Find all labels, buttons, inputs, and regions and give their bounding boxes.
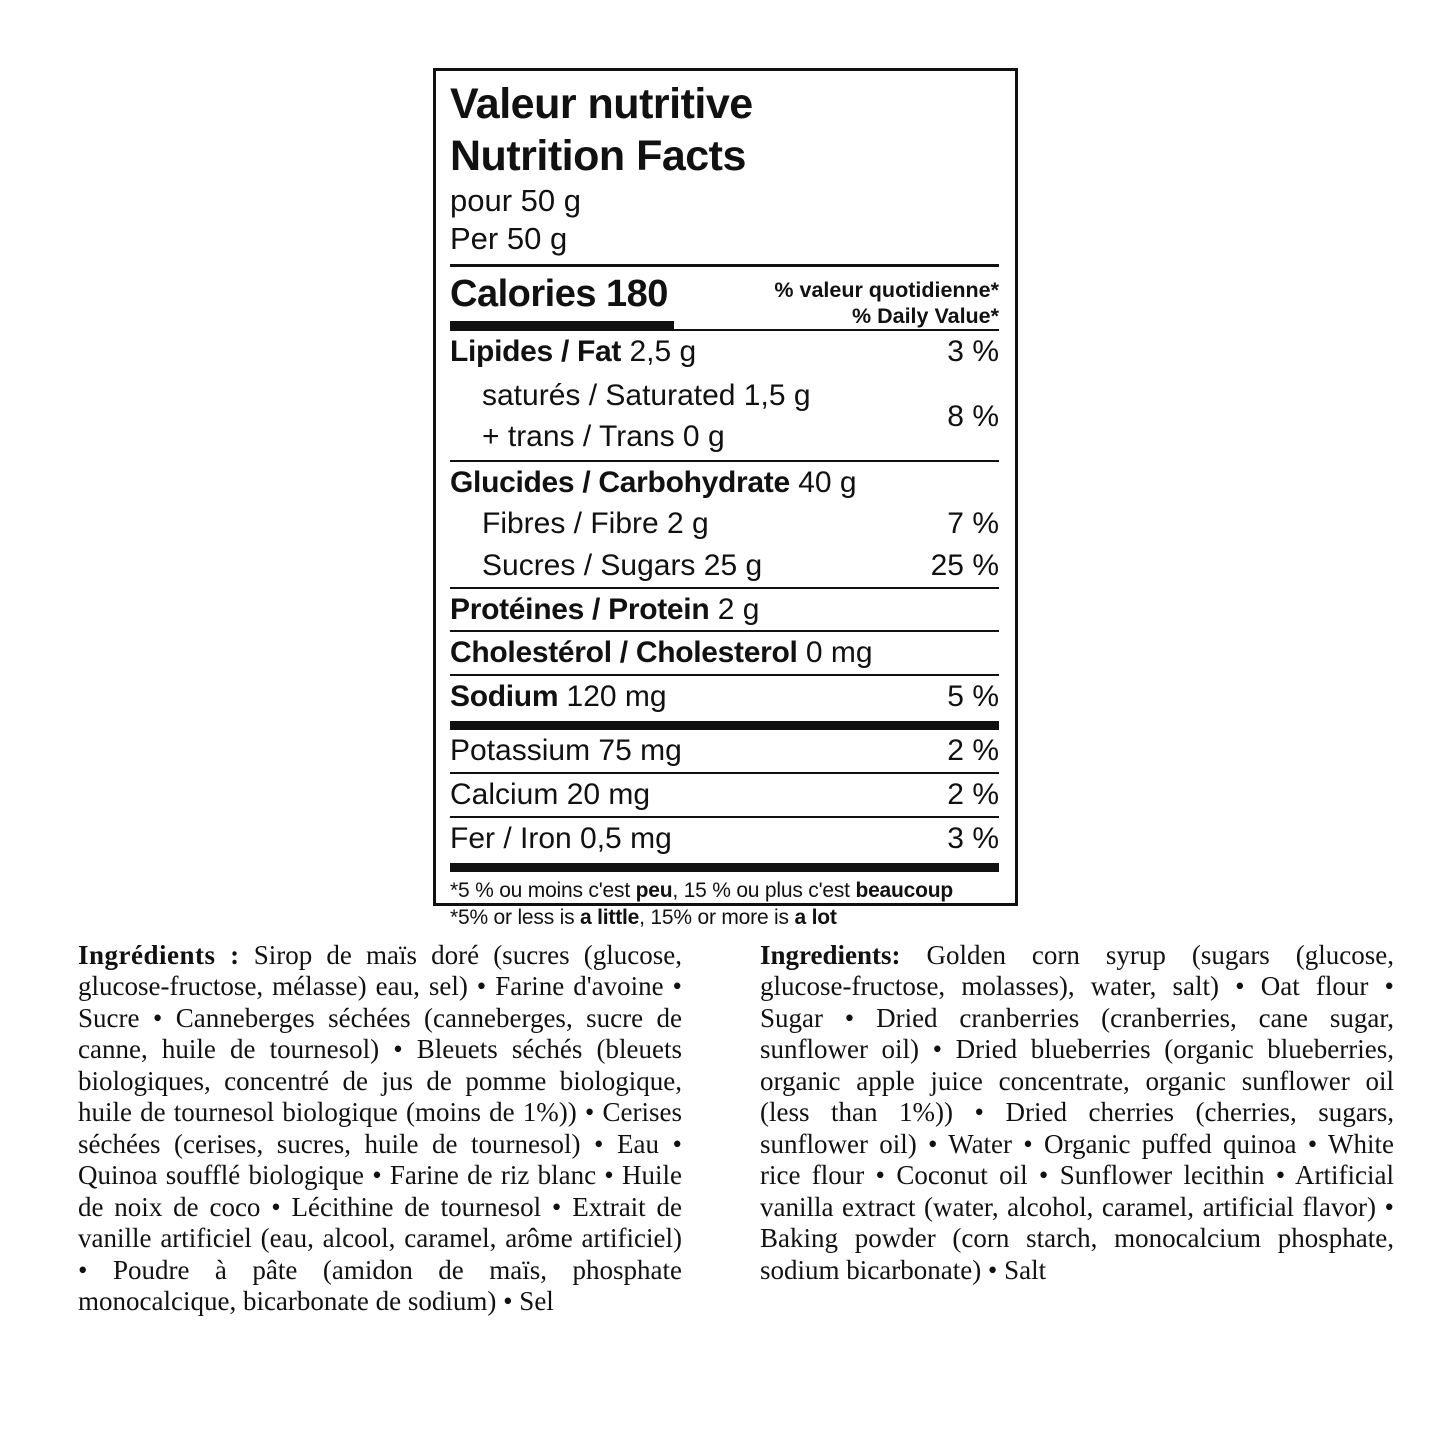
cholesterol-amount: 0 mg: [797, 636, 873, 670]
footnote-fr: *5 % ou moins c'est peu, 15 % ou plus c'est beaucoup: [450, 879, 954, 903]
nutrient-row-sugars: [450, 545, 999, 587]
carbohydrate-amount: 40 g: [789, 465, 857, 499]
calcium-dv: 2 %: [947, 778, 999, 811]
saturated-trans-dv: 8 %: [947, 399, 999, 433]
fat-dv: 3 %: [947, 335, 999, 369]
thick-rule: [450, 721, 999, 730]
cholesterol-label: Cholestérol / Cholesterol: [450, 636, 798, 670]
daily-value-header: [774, 273, 999, 329]
calcium-label: Calcium 20 mg: [450, 778, 651, 811]
nutrient-row-iron: [450, 818, 999, 860]
nutrition-facts-panel: [433, 68, 1018, 930]
sodium-amount: 120 mg: [558, 679, 667, 713]
daily-value-header-fr: % valeur quotidienne*: [774, 277, 999, 302]
nutrient-row-sodium: [450, 676, 999, 718]
ingredients-body-fr: Sirop de maïs doré (sucres (glucose, glucose-fructose, mélasse) eau, sel) • Farine d'avoine • Sucre • Canneberges séchées (canneberges, sucre de canne, huile de tournesol) • Bleuets séchés (bleuets biologiques, concentré de jus de pomme biologique, huile de tournesol biologique (moins de 1%)) • Cerises séchées (cerises, sucres, huile de tournesol) • Eau • Quinoa soufflé biologique • Farine de riz blanc • Huile de noix de coco • Lécithine de tournesol • Extrait de vanille artificiel (eau, alcool, caramel, arôme artificiel) • Poudre à pâte (amidon de maïs, phosphate monocalcique, bicarbonate de sodium) • Sel: [78, 940, 682, 1316]
carbohydrate-label: Glucides / Carbohydrate: [450, 465, 790, 499]
thick-rule: [450, 863, 999, 872]
nutrient-row-carbohydrate: [450, 462, 999, 504]
fibre-dv: 7 %: [947, 507, 999, 541]
sugars-label: Sucres / Sugars 25 g: [482, 549, 763, 583]
protein-amount: 2 g: [709, 592, 760, 626]
ingredients-paragraph-fr: [78, 940, 682, 1317]
potassium-dv: 2 %: [947, 734, 999, 768]
fat-label: Lipides / Fat: [450, 335, 622, 369]
nutrient-row-fat: [450, 331, 999, 373]
calories-value: [450, 273, 674, 329]
serving-size-en: Per 50 g: [450, 221, 568, 256]
protein-label: Protéines / Protein: [450, 592, 710, 626]
ingredients-lead-fr: Ingrédients :: [78, 940, 240, 970]
calories-row: [450, 267, 999, 329]
daily-value-header-en: % Daily Value*: [852, 304, 999, 329]
nutrient-row-calcium: [450, 774, 999, 816]
iron-dv: 3 %: [947, 821, 999, 855]
potassium-label: Potassium 75 mg: [450, 734, 682, 768]
serving-size-fr: pour 50 g: [450, 183, 581, 219]
nutrient-row-protein: [450, 589, 999, 631]
nutrient-row-saturated-trans: [450, 373, 999, 460]
sugars-dv: 25 %: [930, 549, 999, 583]
ingredients-lead-en: Ingredients:: [760, 940, 901, 970]
nutrient-row-potassium: [450, 730, 999, 772]
fibre-label: Fibres / Fibre 2 g: [482, 507, 709, 541]
nutrient-row-fibre: [450, 503, 999, 545]
nutrient-row-cholesterol: [450, 632, 999, 674]
panel-title-fr: Valeur nutritive: [450, 80, 753, 128]
calories-label: Calories: [450, 272, 596, 315]
iron-label: Fer / Iron 0,5 mg: [450, 821, 672, 855]
saturated-label: saturés / Saturated 1,5 g: [482, 378, 811, 412]
sodium-dv: 5 %: [947, 679, 999, 713]
panel-title-en: Nutrition Facts: [450, 131, 746, 180]
sodium-label: Sodium: [450, 679, 559, 713]
trans-label: + trans / Trans 0 g: [482, 420, 725, 454]
footnote: [450, 872, 999, 932]
ingredients-paragraph-en: [760, 940, 1394, 1286]
fat-amount: 2,5 g: [621, 335, 697, 369]
footnote-en: *5% or less is a little, 15% or more is a lot: [450, 906, 837, 930]
calories-number: 180: [606, 272, 668, 315]
ingredients-body-en: Golden corn syrup (sugars (glucose, glucose-fructose, molasses), water, salt) • Oat flour • Sugar • Dried cranberries (cranberries, cane sugar, sunflower oil) • Dried blueberries (organic blueberries, organic apple juice concentrate, organic sunflower oil (less than 1%)) • Dried cherries (cherries, sugars, sunflower oil) • Water • Organic puffed quinoa • White rice flour • Coconut oil • Sunflower lecithin • Artificial vanilla extract (water, alcohol, caramel, artificial flavor) • Baking powder (corn starch, monocalcium phosphate, sodium bicarbonate) • Salt: [760, 940, 1394, 1285]
